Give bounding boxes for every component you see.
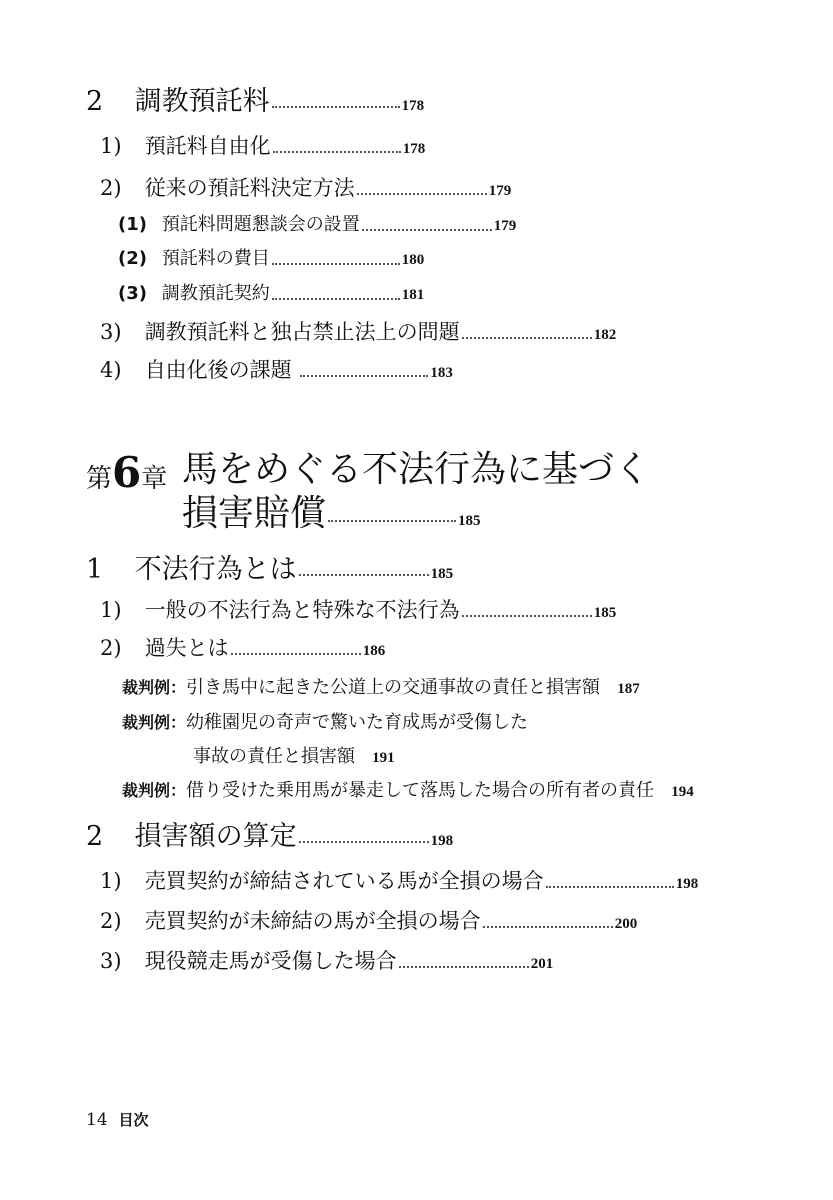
page-number: 201 — [530, 956, 554, 972]
case-title: 引き馬中に起きた公道上の交通事故の責任と損害額 — [186, 677, 601, 698]
page-number: 179 — [493, 218, 517, 234]
toc-entry — [100, 911, 637, 932]
entry-number: 3) — [100, 320, 122, 344]
page-number: 198 — [675, 876, 699, 892]
subentry-number: (2) — [118, 248, 147, 269]
section-number: 1 — [86, 554, 104, 585]
chapter-prefix: 第 — [86, 464, 113, 494]
page-number: 178 — [402, 141, 426, 157]
chapter-heading — [86, 448, 168, 497]
entry-number: 2) — [100, 909, 122, 933]
page-number: 185 — [430, 566, 454, 582]
toc-entry — [100, 600, 616, 621]
chapter-title-line2 — [182, 493, 481, 534]
leader-dots — [546, 885, 674, 888]
page-number: 185 — [458, 513, 481, 529]
toc-section-heading — [86, 823, 453, 850]
leader-dots — [357, 192, 487, 195]
entry-title: 一般の不法行為と特殊な不法行為 — [144, 598, 460, 622]
entry-title: 自由化後の課題 — [144, 358, 292, 382]
toc-entry — [100, 360, 453, 381]
case-label: 裁判例： — [122, 713, 187, 732]
entry-number: 1) — [100, 134, 122, 158]
leader-dots — [299, 573, 429, 576]
entry-title: 調教預託料と独占禁止法上の問題 — [144, 320, 460, 344]
page-number: 182 — [593, 327, 617, 343]
leader-dots — [300, 374, 428, 377]
chapter-suffix: 章 — [141, 464, 168, 494]
case-entry-continuation — [193, 748, 395, 766]
subentry-number: (1) — [118, 214, 147, 235]
section-title: 不法行為とは — [134, 554, 297, 585]
case-title: 幼稚園児の奇声で驚いた育成馬が受傷した — [186, 712, 529, 733]
entry-title: 売買契約が締結されている馬が全損の場合 — [144, 869, 544, 893]
subentry-title: 預託料問題懇談会の設置 — [161, 214, 360, 235]
section-title: 調教預託料 — [134, 86, 270, 117]
toc-section-heading — [86, 556, 453, 583]
page-footer — [86, 1112, 148, 1129]
case-label: 裁判例： — [122, 678, 187, 697]
subentry-number: (3) — [118, 283, 147, 304]
leader-dots — [328, 519, 456, 522]
footer-page-number: 14 — [86, 1110, 108, 1130]
entry-number: 3) — [100, 949, 122, 973]
entry-number: 2) — [100, 636, 122, 660]
case-entry — [122, 714, 528, 732]
case-entry — [122, 679, 640, 697]
page-number: 179 — [488, 183, 512, 199]
leader-dots — [272, 297, 400, 300]
page-number: 200 — [614, 916, 638, 932]
toc-entry — [100, 951, 553, 972]
page-number: 191 — [372, 750, 395, 766]
chapter-title-line1: 馬をめぐる不法行為に基づく — [182, 449, 651, 490]
leader-dots — [462, 336, 592, 339]
entry-title: 現役競走馬が受傷した場合 — [144, 949, 397, 973]
entry-title: 売買契約が未締結の馬が全損の場合 — [144, 909, 481, 933]
section-title: 損害額の算定 — [134, 821, 297, 852]
entry-title: 預託料自由化 — [144, 134, 271, 158]
page-number: 183 — [430, 365, 453, 381]
section-number: 2 — [86, 821, 104, 852]
toc-entry — [100, 178, 511, 199]
toc-section-heading — [86, 88, 424, 115]
entry-title: 過失とは — [144, 636, 229, 660]
leader-dots — [483, 925, 613, 928]
leader-dots — [399, 965, 529, 968]
subentry-title: 預託料の費目 — [161, 248, 270, 269]
leader-dots — [299, 840, 429, 843]
leader-dots — [231, 652, 361, 655]
case-title: 借り受けた乗用馬が暴走して落馬した場合の所有者の責任 — [186, 780, 655, 801]
page-number: 194 — [671, 784, 694, 800]
page-number: 186 — [362, 643, 386, 659]
toc-entry — [100, 322, 616, 343]
chapter-title: 損害賠償 — [182, 493, 327, 534]
leader-dots — [272, 105, 400, 108]
subentry-title: 調教預託契約 — [161, 283, 270, 304]
entry-number: 2) — [100, 176, 122, 200]
case-label: 裁判例： — [122, 781, 187, 800]
toc-entry — [100, 871, 698, 892]
footer-label: 目次 — [118, 1111, 149, 1129]
section-number: 2 — [86, 86, 104, 117]
entry-number: 4) — [100, 358, 122, 382]
leader-dots — [272, 262, 400, 265]
toc-subentry — [118, 216, 516, 234]
toc-entry — [100, 136, 425, 157]
case-title-continued: 事故の責任と損害額 — [193, 746, 355, 767]
leader-dots — [462, 614, 592, 617]
page-number: 185 — [593, 605, 617, 621]
page-number: 180 — [401, 252, 425, 268]
page-number: 181 — [401, 287, 425, 303]
page-number: 187 — [617, 681, 640, 697]
toc-subentry — [118, 250, 424, 268]
toc-subentry — [118, 285, 424, 303]
leader-dots — [362, 228, 492, 231]
chapter-number: 6 — [112, 448, 142, 497]
entry-number: 1) — [100, 869, 122, 893]
page-number: 178 — [401, 98, 425, 114]
page-number: 198 — [430, 833, 454, 849]
toc-entry — [100, 638, 385, 659]
leader-dots — [273, 150, 401, 153]
case-entry — [122, 782, 694, 800]
entry-number: 1) — [100, 598, 122, 622]
entry-title: 従来の預託料決定方法 — [144, 176, 355, 200]
